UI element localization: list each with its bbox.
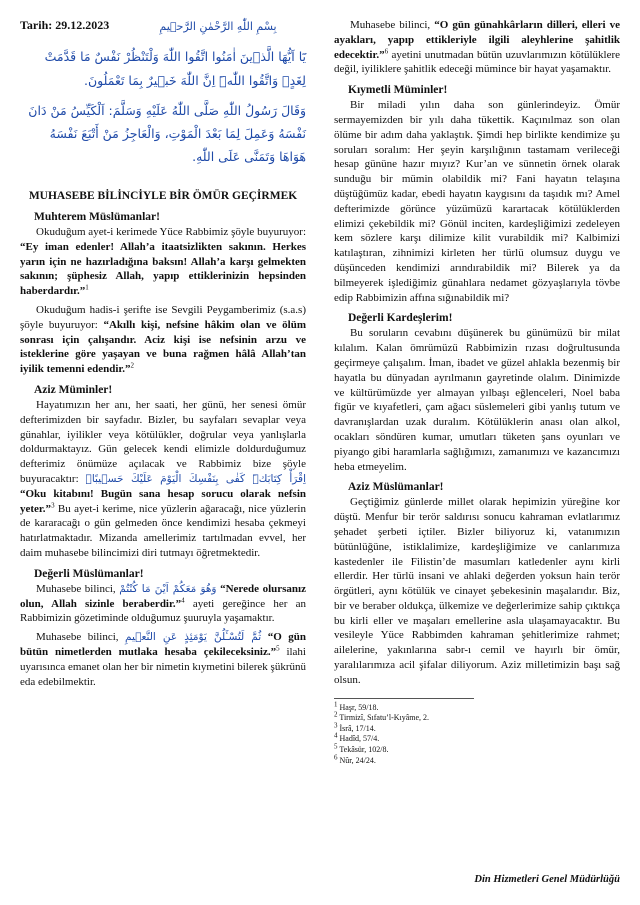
footnote-ref: 6 [384, 46, 389, 55]
ayet-arabic: يَٓا اَيُّهَا الَّذ۪ينَ اٰمَنُوا اتَّقُوا اللّٰهَ وَلْتَنْظُرْ نَفْسٌ مَا قَدَّمَتْ لِغَدٍۚ وَاتَّقُوا اللّٰهَۜ اِنَّ اللّٰهَ خَب۪يرٌ بِمَا تَعْمَلُونَ. [44, 49, 306, 88]
date: Tarih: 29.12.2023 [20, 18, 110, 32]
footnote: $^1$ Haşr, 59/18. [334, 700, 379, 712]
footnote-ref: 4 [181, 595, 185, 604]
footnote-ref: 1 [85, 283, 89, 292]
paragraph: Muhasebe bilinci, “O gün günahkârların dilleri, elleri ve ayakları, yapıp ettikleriyle ilgili aleyhlerine şahitlik edecektir.”$^6$ ayetini unutmadan bütün uzuvlarımızın kötülüklere değil, iyiliklere şahitlik edeceği mümince bir hayat yaşamaktır. [334, 19, 620, 76]
inline-ayet-arabic: اِقْرَأْ كِتَابَكَۜ كَفٰى بِنَفْسِكَ الْيَوْمَ عَلَيْكَ حَس۪يبًاۜ [85, 472, 306, 485]
left-column [20, 18, 306, 689]
paragraph: Okuduğum hadis-i şerifte ise Sevgili Peygamberimiz (s.a.s) şöyle buyuruyor: “Akıllı kişi, nefsine hâkim olan ve ölüm sonrası için çalışandır. Aciz kişi ise nefsinin arzu ve isteklerine göre yaşayan ve buna rağmen hâlâ Allah’tan iyilik temenni edendir.”$^2$ [20, 303, 306, 376]
inline-ayet-arabic: ثُمَّ لَتُسْـَٔلُنَّ يَوْمَئِذٍ عَنِ النَّع۪يمِ [125, 631, 262, 644]
paragraph: Muhasebe bilinci, وَهُوَ مَعَكُمْ اَيْنَ مَا كُنْتُمْ “Nerede olursanız olun, Allah sizinle beraberdir.”$^4$ ayeti gereğince her an Rabbimizin gözetiminde olduğumuz şuuruyla yaşamaktır. [20, 582, 306, 625]
hadis-arabic: وَقَالَ رَسُولُ اللّٰهِ صَلَّى اللّٰهُ عَلَيْهِ وَسَلَّمَ: اَلْكَيِّسُ مَنْ دَانَ نَفْسَهُ وَعَمِلَ لِمَا بَعْدَ الْمَوْتِ، وَالْعَاجِزُ مَنْ أَتْبَعَ نَفْسَهُ هَوَاهَا وَتَمَنَّى عَلَى اللّٰهِ. [28, 103, 306, 164]
paragraph: Okuduğum ayet-i kerimede Yüce Rabbimiz şöyle buyuruyor: “Ey iman edenler! Allah’a itaatsizlikten sakının. Herkes yarın için ne hazırladığına baksın! Allah’a karşı gelmekten sakının; şüphesiz Allah, yapıp ettiklerinizin hepsinden haberdardır.”$^1$ [20, 226, 306, 298]
paragraph: Hayatımızın her anı, her saati, her günü, her senesi ömür defterimizden bir sayfadır. Bizler, bu sayfaları sevaplar veya günahlar, iyilikler veya kötülükler, doğrular veya yanlışlarla doldurmaktayız. Gün gelecek kendi elimizle doldurduğumuz defterimiz önümüze açılacak ve Rabbimiz bize şöyle buyuracaktır: اِقْرَأْ كِتَابَكَۜ كَفٰى بِنَفْسِكَ الْيَوْمَ عَلَيْكَ حَس۪يبًاۜ “Oku kitabını! Bugün sana hesap sorucu olarak nefsin yeter.”$^3$ Bu ayet-i kerime, nice yüzlerin ağaracağı, nice yüzlerin de kararacağı o gün gelmeden önce kendimizi hesaba çekmeyi hatırlatmaktadır. Mizanda amellerimiz tartılmadan evvel, her daim muhasebe bilincimizi diri tutmayı öğretmektedir. [20, 398, 306, 559]
footnote-ref: 3 [51, 500, 55, 509]
basmala-calligraphy: بِسْمِ اللّٰهِ الرَّحْمٰنِ الرَّح۪يمِ [159, 20, 277, 33]
footnote: $^6$ Nûr, 24/24. [334, 752, 376, 765]
section-heading: Kıymetli Müminler! [348, 84, 448, 97]
footnote-divider [334, 698, 474, 699]
section-heading: Aziz Müslümanlar! [348, 481, 444, 494]
paragraph: Bu soruların cevabını düşünerek bu günümüzü bir milat kılalım. Kalan ömrümüzü Rabbimizin rızası doğrultusunda geçirmeye çalışalım. İman, ibadet ve güzel ahlakla bezenmiş bir hayatla bu dünyadan ayrılmanın gayretinde olalım. Dinimizde ve kültürümüzde yer almayan yılbaşı eğlenceleri, Noel baba figür ve kıyafetleri, çam ağacı süslemeleri gibi yanlış tutum ve davranışlardan uzak duralım. Kötülüklerin anası olan alkol, ocakları söndüren kumar, umutları tüketen şans oyunları ve piyango gibi haramlarla sağlığımızı, zamanımızı ve kazancımızı heba etmeyelim. [334, 327, 620, 473]
section-heading: Değerli Kardeşlerim! [348, 312, 453, 325]
footnote-ref: 2 [130, 361, 135, 370]
footnote-ref: 5 [276, 644, 280, 653]
sermon-title: MUHASEBE BİLİNCİYLE BİR ÖMÜR GEÇİRMEK [28, 190, 298, 202]
paragraph: Bir miladi yılın daha son günlerindeyiz. Ömür sermayemizden bir yılı daha tükettik. Kaçınılmaz son olan ölüme bir adım daha yaklaştık. Şimdi hep birlikte kendimize şu soruları soralım: Her şeyin karşılığının tastamam verileceği hesap gününe hazır mıyız? Kur’an ve sünnetin örnek olarak sunduğu bir mümin olabildik mi? Fani hayatın telaşına düştüğümüz kadar, ebedi hayatın kaygısını da taşıdık mı? Amel defterimizde görünce yüzümüzü karartacak kötülüklerden elimizi çekebildik mi? Gönül inciten, kardeşliğimizi zedeleyen kem sözlere karşı dilimize kilit vurabildik mi? Kalbimizi katılaştıran, zihnimizi kirleten her türlü olumsuz duygu ve düşünceden kendimizi arındırabildik mi? Bilerek ya da bilmeyerek işlediğimiz günahlara nedamet gözyaşlarıyla tövbe edip Rabbimizin affına sığınabildik mi? [334, 99, 620, 304]
footnote: $^2$ Tirmizî, Sıfatu’l-Kıyâme, 2. [334, 710, 430, 723]
inline-ayet-arabic: وَهُوَ مَعَكُمْ اَيْنَ مَا كُنْتُمْ [119, 582, 217, 595]
footnotes [334, 700, 620, 767]
section-heading: Muhterem Müslümanlar! [34, 211, 160, 223]
footnote: $^3$ İsrâ, 17/14. [334, 721, 376, 733]
paragraph: Geçtiğimiz günlerde millet olarak hepimizin yüreğine kor düştü. Menfur bir terör saldırısı sonucu kahraman evlatlarımız şehadet şerbeti içtiler. Bizler biliyoruz ki, vatanımızın bütünlüğüne, istiklalimize, kardeşliğimize ve canlarımıza kastedenler ile Filistin’de masumları katledenler aynı kirli ellerdir. Her türlü insani ve ahlaki değerden yoksun hain terör örgütleri, aynı kötülük ve cinayet şebekesinin maşalarıdır. Biz, bir ve beraber oldukça, ülkemize ve değerlerimize sahip çıktıkça bu kirli eller ve maşaları emellerine asla ulaşamayacaktır. Bu vesileyle Yüce Rabbimden kahraman şehitlerimize rahmet; ailelerine, yakınlarına sabr-ı cemil ve hayırlı bir ömür, yaralılarımıza acil şifalar diliyorum. Aziz milletimizin başı sağ olsun. [334, 496, 620, 686]
section-heading: Aziz Müminler! [34, 383, 113, 396]
signature: Din Hizmetleri Genel Müdürlüğü [474, 874, 620, 885]
paragraph: Muhasebe bilinci, ثُمَّ لَتُسْـَٔلُنَّ يَوْمَئِذٍ عَنِ النَّع۪يمِ “O gün bütün nimetlerden mutlaka hesaba çekileceksiniz.”$^5$ ilahi uyarısınca emanet olan her bir nimetin kıymetini bilerek şükrünü eda edebilmektir. [20, 631, 306, 688]
section-heading: Değerli Müslümanlar! [34, 567, 144, 580]
right-column [334, 18, 620, 766]
footnote: $^5$ Tekâsür, 102/8. [334, 742, 389, 755]
sermon-page [20, 18, 620, 890]
footnote: $^4$ Hadîd, 57/4. [334, 731, 380, 744]
